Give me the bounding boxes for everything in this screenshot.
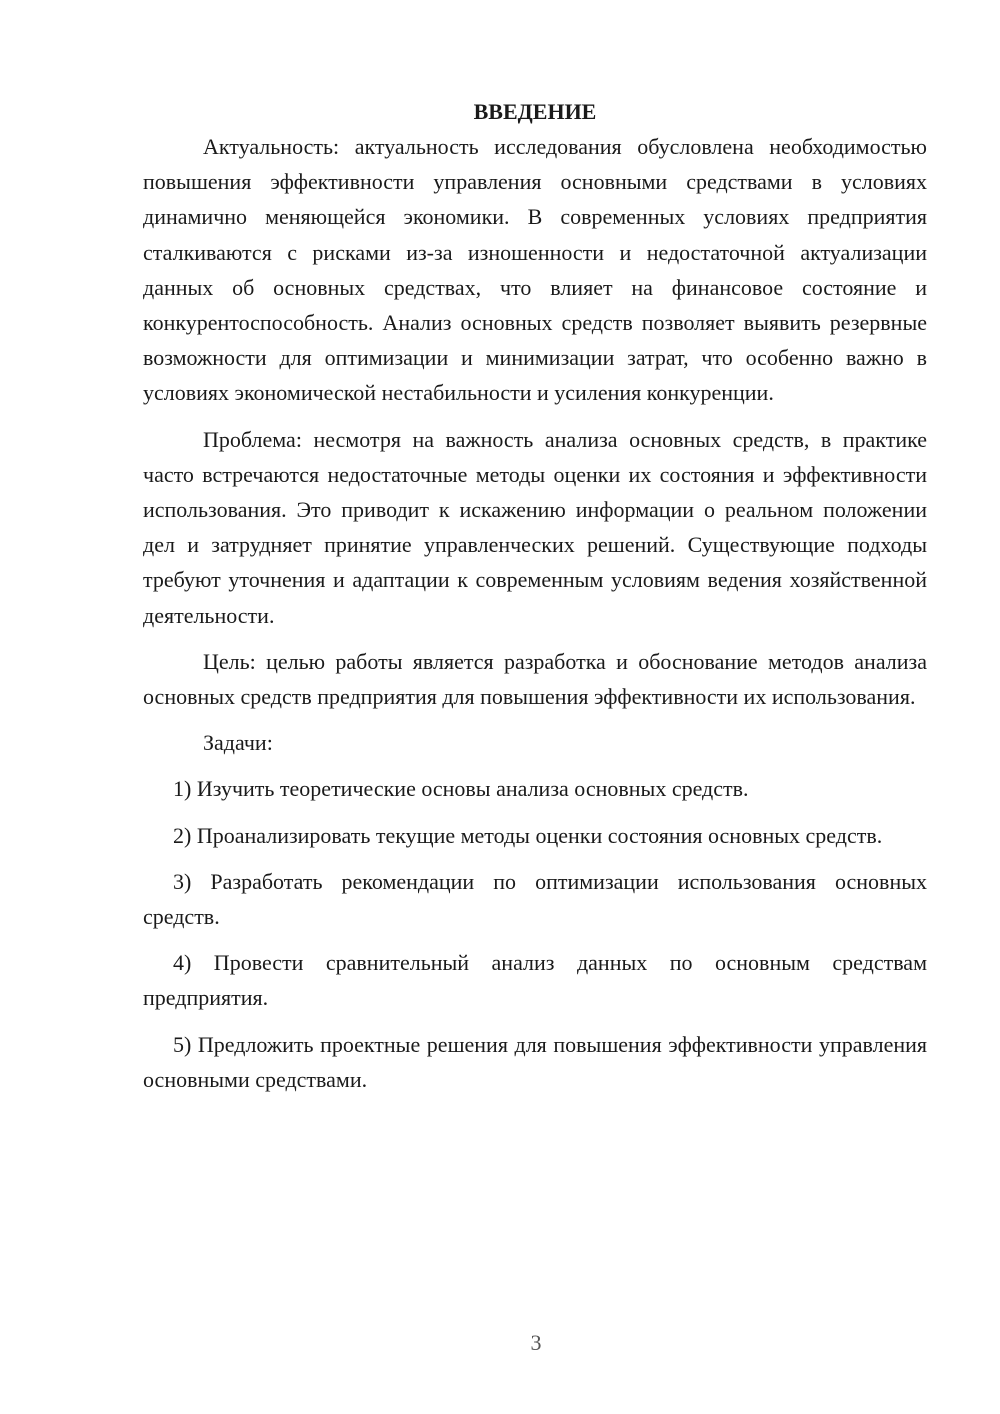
paragraph-goal: Цель: целью работы является разработка и обоснование методов анализа основных средств предприятия для повышения эффективности их использования. (143, 648, 927, 710)
paragraph-problem: Проблема: несмотря на важность анализа основных средств, в практике часто встречаются недостаточные методы оценки их состояния и эффективности использования. Это приводит к искажению информации о реальном положении дел и затрудняет принятие управленческих решений. Существующие подходы требуют уточнения и адаптации к современным условиям ведения хозяйственной деятельности. (143, 426, 927, 628)
page-body (143, 94, 927, 1097)
task-item: 1) Изучить теоретические основы анализа основных средств. (173, 776, 749, 802)
task-item: 4) Провести сравнительный анализ данных по основным средствам предприятия. (143, 950, 927, 1011)
paragraph-relevance: Актуальность: актуальность исследования обусловлена необходимостью повышения эффективности управления основными средствами в условиях динамично меняющейся экономики. В современных условиях предприятия сталкиваются с рисками из-за изношенности и недостаточной актуализации данных об основных средствах, что влияет на финансовое состояние и конкурентоспособность. Анализ основных средств позволяет выявить резервные возможности для оптимизации и минимизации затрат, что особенно важно в условиях экономической нестабильности и усиления конкуренции. (143, 134, 927, 406)
page-number: 3 (530, 1330, 542, 1355)
task-item: 5) Предложить проектные решения для повышения эффективности управления основными средствами. (143, 1031, 927, 1092)
tasks-label: Задачи: (203, 730, 273, 756)
task-item: 2) Проанализировать текущие методы оценки состояния основных средств. (173, 822, 883, 848)
section-heading: ВВЕДЕНИЕ (473, 99, 597, 124)
task-item: 3) Разработать рекомендации по оптимизации использования основных средств. (143, 868, 927, 930)
